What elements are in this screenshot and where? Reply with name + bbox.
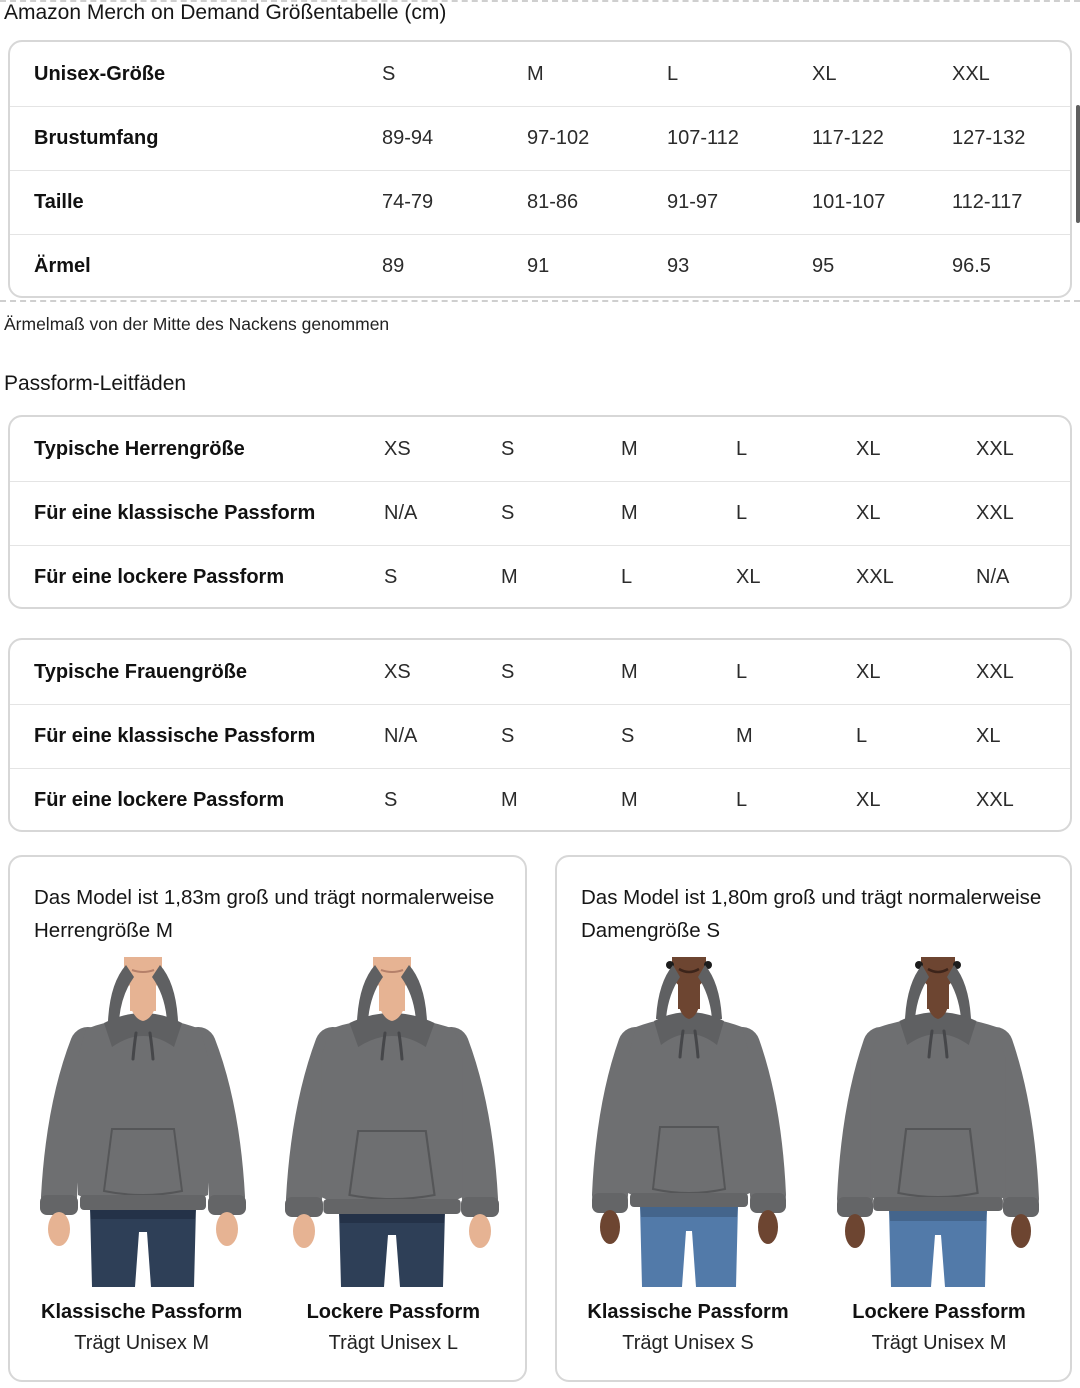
row-label: Für eine lockere Passform bbox=[34, 789, 285, 811]
cell: S bbox=[501, 502, 515, 524]
model-caption bbox=[819, 1297, 1059, 1359]
model-caption bbox=[568, 1297, 808, 1359]
cell: XXL bbox=[976, 437, 1014, 460]
cell: L bbox=[621, 566, 633, 588]
dashed-divider bbox=[0, 300, 1080, 302]
cell: 91-97 bbox=[667, 191, 719, 213]
model-caption bbox=[273, 1297, 513, 1359]
table-row bbox=[10, 640, 1070, 704]
cell: 89-94 bbox=[382, 127, 434, 149]
cell: S bbox=[501, 660, 515, 683]
card-heading: Das Model ist 1,80m groß und trägt normalerweise Damengröße S bbox=[581, 886, 1042, 942]
cell: S bbox=[382, 62, 396, 85]
models-row bbox=[10, 957, 525, 1287]
wears-label: Trägt Unisex M bbox=[74, 1332, 210, 1354]
captions-row bbox=[10, 1297, 525, 1359]
table-row bbox=[10, 704, 1070, 768]
wears-label: Trägt Unisex L bbox=[328, 1332, 458, 1354]
cell: 127-132 bbox=[952, 127, 1026, 149]
cell: M bbox=[621, 660, 638, 683]
cell: M bbox=[621, 789, 638, 811]
fit-label: Lockere Passform bbox=[306, 1301, 481, 1323]
cell: M bbox=[501, 566, 518, 588]
table-row bbox=[10, 234, 1070, 298]
table-row bbox=[10, 170, 1070, 234]
cell: M bbox=[621, 437, 638, 460]
card-heading: Das Model ist 1,83m groß und trägt normalerweise Herrengröße M bbox=[34, 886, 495, 942]
cell: XXL bbox=[856, 566, 894, 588]
wears-label: Trägt Unisex S bbox=[622, 1332, 754, 1354]
cell: M bbox=[527, 62, 544, 85]
row-label: Für eine lockere Passform bbox=[34, 566, 285, 588]
table-row bbox=[10, 42, 1070, 106]
scrollbar-thumb[interactable] bbox=[1076, 105, 1080, 223]
cell: N/A bbox=[976, 566, 1010, 588]
row-label: Ärmel bbox=[34, 255, 91, 277]
sleeve-measure-note: Ärmelmaß von der Mitte des Nackens genommen bbox=[4, 314, 390, 334]
cell: L bbox=[736, 502, 748, 524]
cell: XL bbox=[856, 660, 881, 683]
row-label: Unisex-Größe bbox=[34, 62, 166, 85]
cell: 97-102 bbox=[527, 127, 590, 149]
female-model-loose-fit-photo bbox=[822, 957, 1054, 1287]
cell: L bbox=[736, 789, 748, 811]
row-label: Typische Herrengröße bbox=[34, 437, 245, 460]
cell: M bbox=[501, 789, 518, 811]
cell: XL bbox=[856, 789, 881, 811]
cell: 112-117 bbox=[952, 191, 1023, 213]
mens-model-card bbox=[8, 855, 527, 1382]
male-model-loose-fit-photo bbox=[276, 957, 508, 1287]
male-model-classic-fit-photo bbox=[27, 957, 259, 1287]
row-label: Brustumfang bbox=[34, 127, 159, 149]
row-label: Für eine klassische Passform bbox=[34, 502, 316, 524]
cell: XXL bbox=[952, 62, 990, 85]
row-label: Für eine klassische Passform bbox=[34, 725, 316, 747]
cell: M bbox=[736, 725, 753, 747]
table-row bbox=[10, 481, 1070, 545]
cell: N/A bbox=[384, 725, 418, 747]
cell: N/A bbox=[384, 502, 418, 524]
table-row bbox=[10, 417, 1070, 481]
fit-label: Lockere Passform bbox=[852, 1301, 1026, 1323]
cell: XL bbox=[856, 437, 881, 460]
womens-fit-table bbox=[8, 638, 1072, 832]
cell: XXL bbox=[976, 502, 1014, 524]
model-caption bbox=[22, 1297, 262, 1359]
cell: 74-79 bbox=[382, 191, 434, 213]
cell: XL bbox=[856, 502, 881, 524]
captions-row bbox=[557, 1297, 1070, 1359]
wears-label: Trägt Unisex M bbox=[871, 1332, 1007, 1354]
cell: XS bbox=[384, 660, 411, 683]
models-row bbox=[557, 957, 1070, 1287]
cell: XXL bbox=[976, 789, 1014, 811]
table-row bbox=[10, 545, 1070, 609]
womens-model-card bbox=[555, 855, 1072, 1382]
cell: XXL bbox=[976, 660, 1014, 683]
cell: S bbox=[621, 725, 635, 747]
cell: 91 bbox=[527, 255, 550, 277]
cell: 95 bbox=[812, 255, 835, 277]
cell: XL bbox=[976, 725, 1001, 747]
row-label: Typische Frauengröße bbox=[34, 660, 248, 683]
cell: 107-112 bbox=[667, 127, 739, 149]
cell: M bbox=[621, 502, 638, 524]
cell: S bbox=[501, 437, 515, 460]
row-label: Taille bbox=[34, 191, 84, 213]
cell: 93 bbox=[667, 255, 690, 277]
cell: L bbox=[856, 725, 868, 747]
cell: S bbox=[384, 789, 398, 811]
mens-fit-table bbox=[8, 415, 1072, 609]
table-row bbox=[10, 106, 1070, 170]
fit-guides-heading: Passform-Leitfäden bbox=[4, 372, 187, 395]
table-row bbox=[10, 768, 1070, 832]
cell: 96.5 bbox=[952, 255, 991, 277]
cell: XS bbox=[384, 437, 411, 460]
cell: 81-86 bbox=[527, 191, 579, 213]
unisex-size-table bbox=[8, 40, 1072, 298]
cell: S bbox=[501, 725, 515, 747]
cell: XL bbox=[736, 566, 761, 588]
female-model-classic-fit-photo bbox=[573, 957, 805, 1287]
cell: L bbox=[736, 437, 748, 460]
cell: L bbox=[736, 660, 748, 683]
page-title: Amazon Merch on Demand Größentabelle (cm) bbox=[4, 1, 447, 24]
cell: L bbox=[667, 62, 679, 85]
cell: 101-107 bbox=[812, 191, 886, 213]
cell: S bbox=[384, 566, 398, 588]
fit-label: Klassische Passform bbox=[41, 1301, 243, 1323]
fit-label: Klassische Passform bbox=[587, 1301, 789, 1323]
cell: 89 bbox=[382, 255, 405, 277]
cell: XL bbox=[812, 62, 837, 85]
cell: 117-122 bbox=[812, 127, 884, 149]
